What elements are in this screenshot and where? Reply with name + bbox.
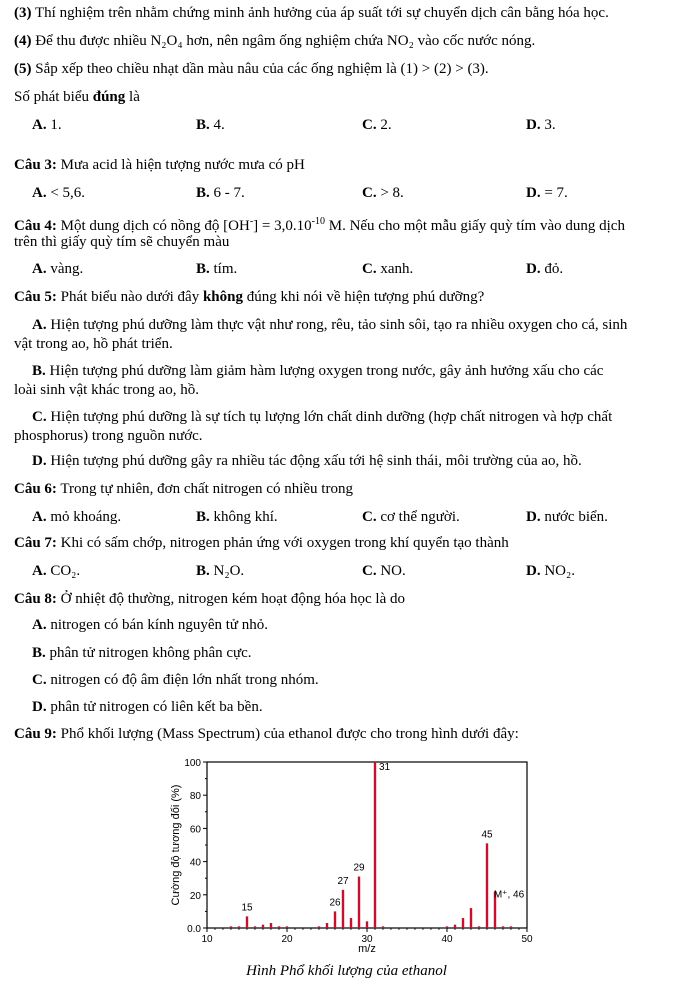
spectrum-peak-41 [454, 925, 456, 928]
y-tick-label: 100 [184, 758, 201, 769]
option-letter: D. [32, 453, 47, 469]
option-text: NO. [380, 563, 406, 579]
question-5-text: Phát biểu nào dưới đây [56, 289, 203, 305]
option-text: nitrogen có bán kính nguyên tử nhỏ. [46, 617, 269, 633]
spectrum-peak-15 [246, 916, 248, 928]
option-letter: A. [32, 617, 47, 633]
question-9 [14, 725, 687, 744]
option-a[interactable] [32, 116, 62, 135]
x-tick-label: 50 [521, 934, 533, 945]
peak-label: 27 [337, 875, 349, 887]
question-3 [14, 156, 687, 175]
spectrum-peak-30 [366, 921, 368, 928]
question-5-option-a[interactable] [32, 316, 687, 335]
question-4-line-2: trên thì giấy quỳ tím sẽ chuyển màu [14, 234, 230, 250]
option-letter: C. [362, 509, 377, 525]
option-b[interactable] [196, 508, 278, 527]
spectrum-peak-28 [350, 918, 352, 928]
option-text: < 5,6. [50, 185, 86, 201]
option-text: Hiện tượng phú dưỡng là sự tích tụ lượng lớn chất dinh dưỡng (hợp chất nitrogen và hợp chất [46, 409, 613, 425]
option-b[interactable] [196, 184, 245, 203]
count-question-prefix: Số phát biểu [14, 89, 93, 105]
question-5-option-b[interactable] [32, 362, 687, 381]
option-text: 6 - 7. [213, 185, 245, 201]
statement-5 [14, 60, 687, 79]
option-text: vàng. [50, 261, 84, 277]
question-7-text: Khi có sấm chớp, nitrogen phản ứng với oxygen trong khí quyển tạo thành [56, 535, 509, 551]
question-8-option-c[interactable] [32, 671, 687, 690]
option-a[interactable] [32, 184, 85, 203]
question-3-options [0, 184, 693, 203]
option-text: phân tử nitrogen không phân cực. [45, 645, 252, 661]
question-4-superscript: -10 [311, 216, 325, 227]
peak-label: 26 [329, 897, 341, 909]
option-text: Hiện tượng phú dưỡng làm giảm hàm lượng oxygen trong nước, gây ảnh hưởng xấu cho các [45, 363, 604, 379]
option-c[interactable] [362, 260, 413, 279]
spectrum-peak-20 [286, 926, 288, 928]
statement-3 [14, 4, 687, 23]
option-text: xanh. [380, 261, 414, 277]
question-5 [14, 288, 687, 307]
question-7-label: Câu 7: [14, 535, 57, 551]
option-letter: D. [526, 563, 541, 579]
option-text: 2. [380, 117, 392, 133]
option-letter: C. [32, 672, 47, 688]
statement-4-text: Để thu được nhiều N₂O₄ hơn, nên ngâm ống nghiệm chứa NO₂ vào cốc nước nóng. [35, 33, 536, 49]
count-question-suffix: là [125, 89, 140, 105]
option-c[interactable] [362, 508, 460, 527]
question-8-option-d[interactable] [32, 698, 687, 717]
option-letter: D. [526, 117, 541, 133]
question-5-option-c-line-2: phosphorus) trong nguồn nước. [14, 428, 203, 444]
question-3-text: Mưa acid là hiện tượng nước mưa có pH [56, 157, 305, 173]
option-letter: C. [362, 117, 377, 133]
spectrum-peak-40 [446, 926, 448, 928]
option-b[interactable] [196, 562, 244, 581]
option-a[interactable] [32, 508, 121, 527]
option-text: nước biển. [544, 509, 608, 525]
option-letter: B. [196, 563, 210, 579]
option-letter: C. [32, 409, 47, 425]
mass-spectrum-chart [165, 750, 545, 960]
x-tick-label: 10 [201, 934, 213, 945]
statement-4 [14, 32, 687, 51]
mass-spectrum-svg [165, 750, 545, 960]
spectrum-peak-14 [238, 926, 240, 928]
question-5-label: Câu 5: [14, 289, 57, 305]
spectrum-peak-17 [262, 925, 264, 928]
question-7 [14, 534, 687, 553]
x-tick-label: 30 [361, 934, 373, 945]
option-text: > 8. [380, 185, 404, 201]
option-text: Hiện tượng phú dưỡng gây ra nhiều tác động xấu tới hệ sinh thái, môi trường của ao, hồ. [46, 453, 582, 469]
question-5-option-c[interactable] [32, 408, 687, 427]
question-4-options [0, 260, 693, 279]
spectrum-peak-42 [462, 918, 464, 928]
plot-frame [207, 762, 527, 928]
option-text: = 7. [544, 185, 568, 201]
statement-5-text: Sắp xếp theo chiều nhạt dần màu nâu của các ống nghiệm là (1) > (2) > (3). [35, 61, 489, 77]
question-5-emphasis: không [202, 289, 243, 305]
question-8-option-b[interactable] [32, 644, 687, 663]
y-tick-label: 40 [189, 857, 201, 869]
question-5-option-b-line-2: loài sinh vật khác trong ao, hồ. [14, 382, 199, 398]
option-letter: A. [32, 317, 47, 333]
question-5-option-d[interactable] [32, 452, 687, 471]
peak-label: 31 [379, 762, 391, 773]
option-c[interactable] [362, 116, 392, 135]
option-c[interactable] [362, 562, 406, 581]
spectrum-peak-13 [230, 926, 232, 928]
option-letter: B. [196, 117, 210, 133]
spectrum-peak-45 [486, 843, 488, 928]
option-letter: B. [196, 509, 210, 525]
option-d[interactable] [526, 116, 556, 135]
count-question [14, 88, 687, 107]
option-text: tím. [213, 261, 238, 277]
spectrum-peak-43 [470, 908, 472, 928]
question-4-label: Câu 4: [14, 218, 57, 234]
option-letter: A. [32, 509, 47, 525]
question-8 [14, 590, 687, 609]
option-letter: B. [32, 645, 46, 661]
y-axis-label: Cường độ tương đối (%) [170, 784, 182, 906]
option-letter: A. [32, 117, 47, 133]
option-letter: D. [32, 699, 47, 715]
x-tick-label: 40 [441, 934, 453, 945]
statement-3-text: Thí nghiệm trên nhằm chứng minh ảnh hưởng của áp suất tới sự chuyển dịch cân bằng hóa học. [34, 5, 609, 21]
question-4-superscript: - [249, 216, 254, 227]
spectrum-peak-27 [342, 890, 344, 928]
option-letter: A. [32, 185, 47, 201]
option-d[interactable] [526, 260, 563, 279]
option-a[interactable] [32, 562, 80, 581]
x-tick-label: 20 [281, 934, 293, 945]
option-text: phân tử nitrogen có liên kết ba bền. [46, 699, 263, 715]
option-d[interactable] [526, 562, 575, 581]
question-3-label: Câu 3: [14, 157, 57, 173]
spectrum-peak-44 [478, 926, 480, 928]
option-letter: D. [526, 185, 541, 201]
question-4-text: ] = 3,0.10 [253, 218, 312, 234]
spectrum-peak-48 [510, 926, 512, 928]
statement-5-number: (5) [14, 61, 32, 77]
option-text: Hiện tượng phú dưỡng làm thực vật như rong, rêu, tảo sinh sôi, tạo ra nhiều oxygen cho cá, sinh [46, 317, 628, 333]
option-text: đỏ. [544, 261, 564, 277]
option-letter: D. [526, 261, 541, 277]
option-letter: C. [362, 563, 377, 579]
spectrum-peak-16 [254, 926, 256, 928]
option-a[interactable] [32, 260, 83, 279]
count-question-bold: đúng [92, 89, 126, 105]
peak-label: 45 [481, 829, 493, 841]
question-9-text: Phổ khối lượng (Mass Spectrum) của ethanol được cho trong hình dưới đây: [56, 726, 519, 742]
y-tick-label: 80 [189, 791, 201, 803]
statement-4-number: (4) [14, 33, 32, 49]
question-8-text: Ở nhiệt độ thường, nitrogen kém hoạt động hóa học là do [56, 591, 406, 607]
spectrum-peak-31 [374, 762, 376, 928]
intro-options [0, 116, 693, 135]
option-letter: B. [196, 261, 210, 277]
option-letter: A. [32, 261, 47, 277]
spectrum-peak-25 [326, 923, 328, 928]
spectrum-peak-32 [382, 926, 384, 928]
statement-3-number: (3) [14, 5, 32, 21]
x-axis-label: m/z [358, 943, 376, 955]
question-8-label: Câu 8: [14, 591, 57, 607]
question-6-label: Câu 6: [14, 481, 57, 497]
spectrum-peak-19 [278, 926, 280, 928]
spectrum-peak-29 [358, 877, 360, 928]
figure-caption: Hình Phổ khối lượng của ethanol [246, 963, 447, 979]
option-text: nitrogen có độ âm điện lớn nhất trong nhóm. [46, 672, 319, 688]
question-6 [14, 480, 687, 499]
option-text: cơ thể người. [380, 509, 460, 525]
option-letter: C. [362, 185, 377, 201]
question-5-text: đúng khi nói về hiện tượng phú dưỡng? [243, 289, 485, 305]
question-6-text: Trong tự nhiên, đơn chất nitrogen có nhiều trong [56, 481, 353, 497]
option-b[interactable] [196, 116, 225, 135]
option-letter: B. [32, 363, 46, 379]
question-4-text: Một dung dịch có nồng độ [OH [56, 218, 250, 234]
peak-label: 29 [353, 862, 365, 874]
y-tick-label: 60 [189, 824, 201, 836]
option-text: NO₂. [544, 563, 575, 579]
question-8-option-a[interactable] [32, 616, 687, 635]
option-text: CO₂. [50, 563, 81, 579]
option-letter: A. [32, 563, 47, 579]
option-letter: C. [362, 261, 377, 277]
option-letter: B. [196, 185, 210, 201]
option-d[interactable] [526, 184, 568, 203]
option-b[interactable] [196, 260, 237, 279]
peak-label: 15 [241, 902, 253, 914]
question-9-label: Câu 9: [14, 726, 57, 742]
spectrum-peak-24 [318, 926, 320, 928]
y-tick-label: 20 [189, 890, 201, 902]
option-c[interactable] [362, 184, 404, 203]
spectrum-peak-47 [502, 926, 504, 928]
question-5-option-a-line-2: vật trong ao, hồ phát triển. [14, 336, 173, 352]
option-text: N₂O. [213, 563, 245, 579]
question-7-options [0, 562, 693, 581]
option-text: mỏ khoáng. [50, 509, 122, 525]
option-text: 1. [50, 117, 62, 133]
option-letter: D. [526, 509, 541, 525]
option-text: không khí. [213, 509, 278, 525]
question-6-options [0, 508, 693, 527]
option-d[interactable] [526, 508, 608, 527]
option-text: 4. [213, 117, 225, 133]
peak-label: M⁺, 46 [493, 889, 525, 901]
spectrum-peak-18 [270, 923, 272, 928]
spectrum-peak-26 [334, 911, 336, 928]
question-4-text: M. Nếu cho một mẫu giấy quỳ tím vào dung dịch [324, 218, 625, 234]
y-tick-label: 0.0 [187, 924, 201, 935]
option-text: 3. [544, 117, 556, 133]
